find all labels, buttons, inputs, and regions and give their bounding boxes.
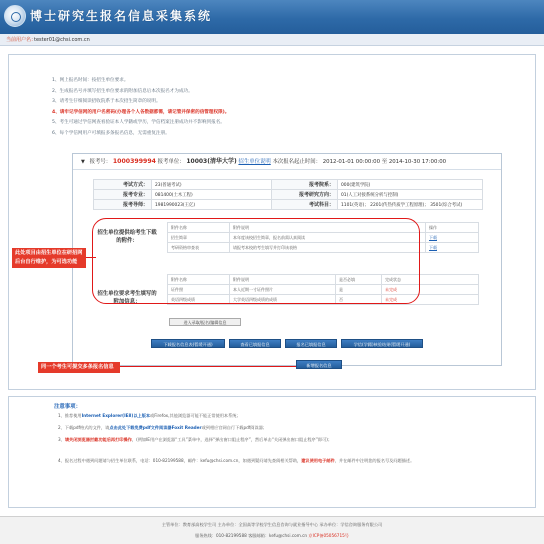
field-value: 1101(英语)； 2201(传热传质学工程原理)； 3501(综合考试) xyxy=(338,200,483,210)
highlight-oval xyxy=(92,218,420,304)
note-warning: 请关闭浏览器拦截功能后再打印操作 xyxy=(64,437,132,442)
unit-info-link[interactable]: 招生单位说明 xyxy=(238,159,271,165)
field-value: 23(普通考试) xyxy=(152,180,272,190)
column-header: 附件说明 xyxy=(230,223,426,233)
new-application-button[interactable]: 新增报名信息 xyxy=(296,360,342,369)
column-header: 完成状态 xyxy=(382,275,479,285)
footer-organizers: 主管单位：教育部高校学生司 主办单位：全国高等学校学生信息咨询与就业指导中心 承办单位：学信咨询服务有限公司 xyxy=(161,522,383,527)
cell: 是 xyxy=(336,285,382,295)
verify-result-button[interactable]: 学信(学籍)核验结果(暂缓开通) xyxy=(341,339,423,348)
field-value: 000(建筑学院) xyxy=(338,180,483,190)
cell: 招生简章 xyxy=(168,233,230,243)
table-row xyxy=(94,200,483,210)
column-header: 附件说明 xyxy=(230,275,336,285)
download-form-button[interactable]: 下载报名信息表(暂缓开通) xyxy=(151,339,225,348)
footer-contact xyxy=(0,533,544,539)
period-value: 2012-01-01 00:00:00 至 2014-10-30 17:00:00 xyxy=(322,159,447,165)
pdf-reader-link[interactable]: 点击此处下载免费pdf文件阅读器Foxit Reader xyxy=(109,425,202,430)
table-row xyxy=(94,180,483,190)
number-label: 报考号： xyxy=(89,159,112,165)
table-row xyxy=(94,190,483,200)
cell: 证件照 xyxy=(168,285,230,295)
field-label: 报考专业： xyxy=(94,190,152,200)
field-label: 考试科目： xyxy=(272,200,338,210)
note-item xyxy=(58,436,508,443)
callout-arrow xyxy=(86,257,96,258)
column-header: 附件名称 xyxy=(168,223,230,233)
note-item xyxy=(58,412,508,419)
notice-item: 6、每个学信网用户可填报多条报名信息，无需重复注册。 xyxy=(52,130,170,136)
cell: 请报考本校的考生填写并打印该表格 xyxy=(230,243,426,253)
note-text: 或Firefox,其他浏览器可能不能正常使用本系统； xyxy=(150,413,241,418)
field-label: 报考导师： xyxy=(94,200,152,210)
cell: 否 xyxy=(336,295,382,305)
field-value: 1981990023(王亿) xyxy=(152,200,272,210)
note-text: 1、推荐使用 xyxy=(58,413,82,418)
field-value: 01(人工对接系统分析与控制) xyxy=(338,190,483,200)
unit-label: 报考单位： xyxy=(157,159,185,165)
info-table xyxy=(93,179,483,210)
note-text: 3、 xyxy=(58,437,65,442)
enter-extra-info-button[interactable]: 进入录取/报名/编辑信息 xyxy=(169,318,241,326)
user-email: tester01@chsi.com.cn xyxy=(34,37,90,43)
attachments-section-label: 招生单位提供给考生下载的附件： xyxy=(97,230,157,244)
user-label: 当前用户名： xyxy=(6,37,37,43)
status-link[interactable]: 未完成 xyxy=(382,295,479,305)
note-text: 或到相应官网自行下载pdf阅读器； xyxy=(201,425,267,430)
collapse-icon[interactable]: ▼ xyxy=(81,159,85,165)
header-banner xyxy=(0,0,544,34)
callout-arrow xyxy=(120,366,296,367)
notice-list xyxy=(52,76,492,139)
icp-license[interactable]: 京ICP备05056715号 xyxy=(308,533,349,538)
footer xyxy=(0,516,544,544)
footer-hotline: 服务热线：010-82199588 客服邮箱：kefu@chsi.com.cn xyxy=(195,533,309,538)
callout-maintenance: 此处项目由招生单位在研招网后台自行维护，为可选功能 xyxy=(12,248,86,268)
submit-info-button[interactable]: 报名已填报信息 xyxy=(285,339,337,348)
note-warning: 建议使用电子邮件 xyxy=(301,458,335,463)
note-item xyxy=(58,457,508,464)
extra-info-section-label: 招生单位要求考生填写的附加信息： xyxy=(97,291,157,305)
cell: 英语四级成绩 xyxy=(168,295,230,305)
download-link[interactable]: 下载 xyxy=(426,243,479,253)
field-label: 考试方式： xyxy=(94,180,152,190)
cell: 本年度该校招生简章，报名前需认真阅读 xyxy=(230,233,426,243)
download-link[interactable]: 下载 xyxy=(426,233,479,243)
notice-item: 1、网上报名时间：按招生单位要求。 xyxy=(52,78,129,83)
system-title: 博士研究生报名信息采集系统 xyxy=(30,9,213,23)
note-text: ，并在邮件中注明您的报名号及问题描述。 xyxy=(334,458,415,463)
notice-item: 3、请考生仔细阅读招收院系于本次招生简章的说明。 xyxy=(52,99,161,104)
notice-item: 2、生成报名号并填写招生单位要求的附加信息后本次报名才为成功。 xyxy=(52,88,193,94)
column-header: 是否必填 xyxy=(336,275,382,285)
user-bar xyxy=(0,34,544,46)
column-header: 操作 xyxy=(426,223,479,233)
cell: 大学英语四级成绩的成绩 xyxy=(230,295,336,305)
cell: 考研资格审查表 xyxy=(168,243,230,253)
field-label: 报考研究方向： xyxy=(272,190,338,200)
notes-title: 注意事项： xyxy=(54,404,81,410)
note-text: 4、报名过程中遇到问题请与招生单位联系，电话：010-82199588，邮件：kefu@chsi.com.cn，如遇到疑问请先查阅相关帮助， xyxy=(58,458,302,463)
notice-item: 5、考生可通过学信网查看验证本人学籍或学历，学信档案注册成功并不影响到报名。 xyxy=(52,120,225,125)
logo-icon xyxy=(4,5,26,27)
browser-link[interactable]: Internet Explorer(IE8)以上版本 xyxy=(81,413,151,418)
unit-value: 10003(清华大学) xyxy=(186,158,237,165)
note-text: 2、下载pdf格式的文件，请 xyxy=(58,425,110,430)
status-link[interactable]: 未完成 xyxy=(382,285,479,295)
field-value: 081400(土木工程) xyxy=(152,190,272,200)
cell: 本人近期一寸证件照片 xyxy=(230,285,336,295)
application-number: 1000399994 xyxy=(112,158,156,165)
period-label: 本次报名起止时间： xyxy=(272,159,322,165)
notice-item-warning: 4、请牢记学信网的用户名密码(办理各个人各数据都需，请记管并保密的信管理权限)。 xyxy=(52,109,230,115)
application-header xyxy=(73,154,501,170)
note-item xyxy=(58,424,508,431)
view-info-button[interactable]: 查看已填报信息 xyxy=(229,339,281,348)
note-text: ，(例如IE用户在浏览器“工具”菜单中，选择“弹出窗口阻止程序”，然后单击“关闭弹出窗口阻止程序”即可)； xyxy=(131,437,333,442)
callout-multiple: 同一个考生可提交多条报名信息 xyxy=(38,362,120,373)
field-label: 报考院系： xyxy=(272,180,338,190)
column-header: 附件名称 xyxy=(168,275,230,285)
